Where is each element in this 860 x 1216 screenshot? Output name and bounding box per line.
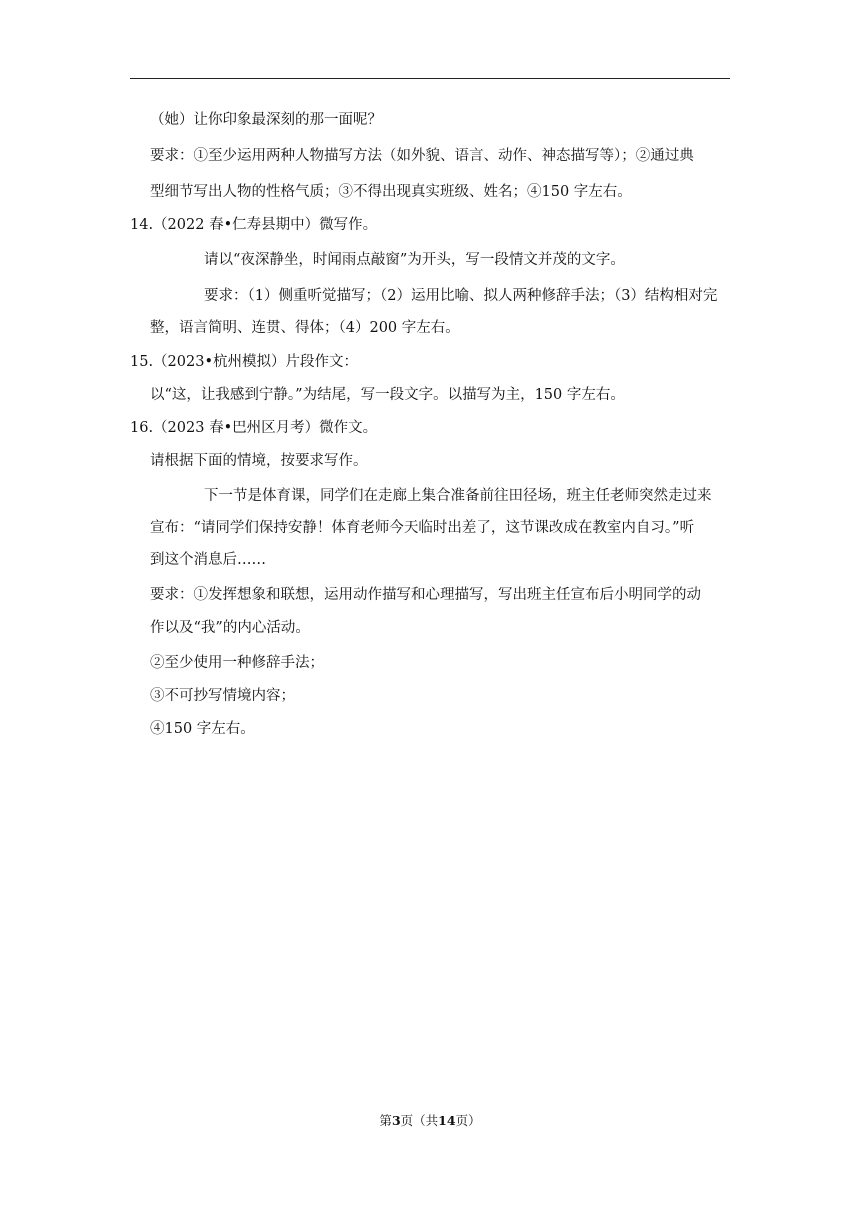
- text-line: 请根据下面的情境，按要求写作。: [150, 453, 368, 469]
- text-line: （她）让你印象最深刻的那一面呢？: [150, 112, 382, 128]
- footer-suffix: 页）: [455, 1113, 481, 1128]
- text-line: 要求：①发挥想象和联想，运用动作描写和心理描写，写出班主任宣布后小明同学的动: [150, 587, 701, 603]
- text-line: 以“这，让我感到宁静。”为结尾，写一段文字。以描写为主，150 字左右。: [150, 387, 625, 403]
- question-heading: 15.（2023•杭州模拟）片段作文：: [130, 354, 359, 370]
- text-line: 下一节是体育课，同学们在走廊上集合准备前往田径场，班主任老师突然走过来: [204, 488, 712, 504]
- text-line: 到这个消息后……: [150, 552, 266, 568]
- text-line: 型细节写出人物的性格气质；③不得出现真实班级、姓名；④150 字左右。: [150, 184, 632, 200]
- text-line: ②至少使用一种修辞手法；: [150, 655, 324, 671]
- question-heading: 14.（2022 春•仁寿县期中）微写作。: [130, 217, 378, 233]
- text-line: 宣布：“请同学们保持安静！体育老师今天临时出差了，这节课改成在教室内自习。”听: [150, 520, 695, 536]
- text-line: 作以及“我”的内心活动。: [150, 620, 310, 636]
- footer-prefix: 第: [379, 1113, 392, 1128]
- text-line: ③不可抄写情境内容；: [150, 688, 295, 704]
- text-line: 请以“夜深静坐，时闻雨点敲窗”为开头，写一段情文并茂的文字。: [204, 252, 625, 268]
- page-footer: [0, 1112, 860, 1130]
- text-line: 要求：（1）侧重听觉描写；（2）运用比喻、拟人两种修辞手法；（3）结构相对完: [204, 288, 718, 304]
- footer-current-page: 3: [391, 1113, 401, 1128]
- question-heading: 16.（2023 春•巴州区月考）微作文。: [130, 420, 378, 436]
- text-line: 要求：①至少运用两种人物描写方法（如外貌、语言、动作、神态描写等）；②通过典: [150, 148, 694, 164]
- footer-middle: 页（共: [400, 1113, 439, 1128]
- header-rule: [130, 78, 730, 79]
- footer-total-pages: 14: [438, 1113, 456, 1128]
- text-line: ④150 字左右。: [150, 721, 255, 737]
- text-line: 整，语言简明、连贯、得体；（4）200 字左右。: [150, 320, 460, 336]
